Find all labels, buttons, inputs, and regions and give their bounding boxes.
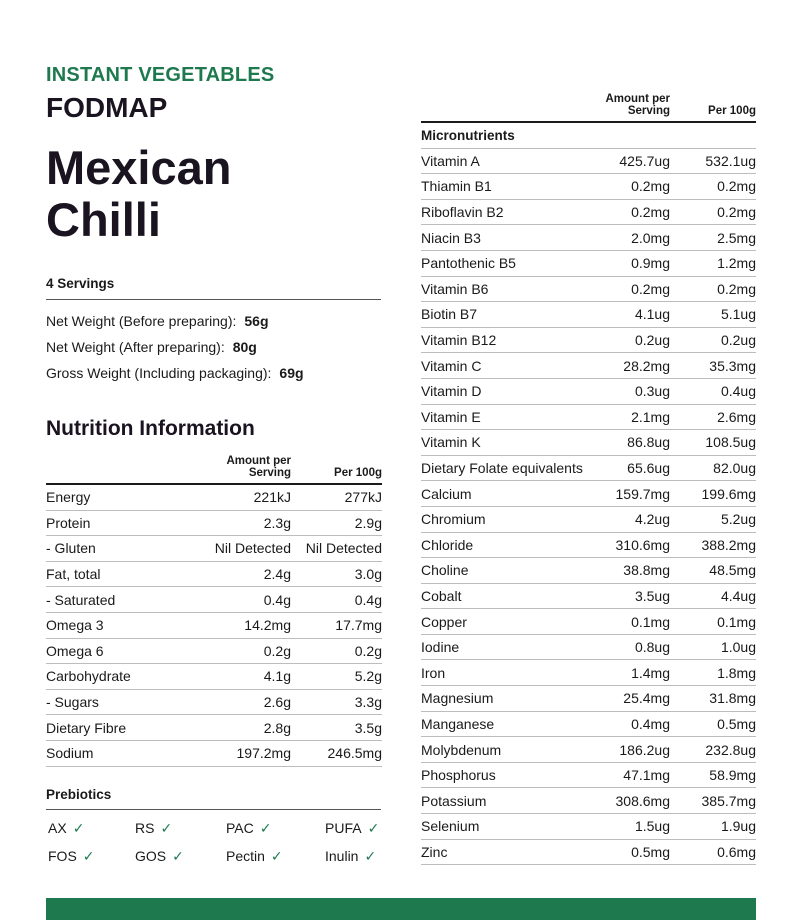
nutrient-name: Vitamin B6 bbox=[421, 276, 601, 302]
nutrient-name: Chromium bbox=[421, 506, 601, 532]
nutrient-name: Iodine bbox=[421, 634, 601, 660]
micronutrient-row bbox=[421, 481, 756, 507]
amount-per-100g: 3.0g bbox=[291, 561, 382, 587]
micronutrient-row bbox=[421, 353, 756, 379]
micronutrient-row bbox=[421, 455, 756, 481]
amount-per-100g: 199.6mg bbox=[670, 481, 756, 507]
nutrition-row bbox=[46, 715, 382, 741]
amount-per-100g: 246.5mg bbox=[291, 740, 382, 766]
nutrient-name: Potassium bbox=[421, 788, 601, 814]
amount-per-100g: 0.2mg bbox=[670, 174, 756, 200]
micronutrient-row bbox=[421, 404, 756, 430]
amount-per-serving: 47.1mg bbox=[601, 762, 670, 788]
nutrient-name: Selenium bbox=[421, 814, 601, 840]
prebiotic-item bbox=[48, 820, 84, 837]
amount-per-serving: 1.4mg bbox=[601, 660, 670, 686]
prebiotic-label: PUFA bbox=[325, 820, 362, 836]
prebiotics-title: Prebiotics bbox=[46, 787, 381, 810]
amount-per-100g: 58.9mg bbox=[670, 762, 756, 788]
amount-per-serving: 0.2ug bbox=[601, 327, 670, 353]
weight-label: Gross Weight (Including packaging): bbox=[46, 365, 272, 381]
micronutrient-row bbox=[421, 737, 756, 763]
nutrient-name: - Gluten bbox=[46, 536, 196, 562]
nutrient-name: Biotin B7 bbox=[421, 302, 601, 328]
nutrient-name: Vitamin D bbox=[421, 378, 601, 404]
amount-per-serving: Nil Detected bbox=[196, 536, 291, 562]
weight-row bbox=[46, 362, 304, 388]
amount-per-100g: 2.6mg bbox=[670, 404, 756, 430]
micronutrient-row bbox=[421, 430, 756, 456]
amount-per-100g: 4.4ug bbox=[670, 583, 756, 609]
amount-per-100g: 388.2mg bbox=[670, 532, 756, 558]
prebiotic-label: RS bbox=[135, 820, 155, 836]
amount-per-serving: 0.4g bbox=[196, 587, 291, 613]
nutrition-row bbox=[46, 561, 382, 587]
check-icon: ✓ bbox=[364, 848, 377, 864]
micronutrient-row bbox=[421, 814, 756, 840]
amount-per-100g: 0.4g bbox=[291, 587, 382, 613]
prebiotic-item bbox=[325, 820, 379, 837]
prebiotic-item bbox=[48, 848, 95, 865]
amount-per-100g: Nil Detected bbox=[291, 536, 382, 562]
weight-row bbox=[46, 310, 304, 336]
nutrient-name: Sodium bbox=[46, 740, 196, 766]
header-blank bbox=[46, 455, 196, 484]
amount-per-100g: 0.6mg bbox=[670, 839, 756, 865]
amount-per-100g: 232.8ug bbox=[670, 737, 756, 763]
nutrient-name: Dietary Fibre bbox=[46, 715, 196, 741]
nutrient-name: Thiamin B1 bbox=[421, 174, 601, 200]
amount-per-100g: 0.2g bbox=[291, 638, 382, 664]
micronutrient-row bbox=[421, 506, 756, 532]
amount-per-100g: 1.8mg bbox=[670, 660, 756, 686]
amount-per-100g: 0.2mg bbox=[670, 276, 756, 302]
micronutrient-row bbox=[421, 327, 756, 353]
amount-per-serving: 38.8mg bbox=[601, 558, 670, 584]
micronutrient-row bbox=[421, 378, 756, 404]
nutrient-name: Molybdenum bbox=[421, 737, 601, 763]
micronutrients-table bbox=[421, 93, 756, 865]
nutrient-name: Vitamin E bbox=[421, 404, 601, 430]
prebiotics-grid bbox=[46, 810, 381, 870]
amount-per-100g: 5.2ug bbox=[670, 506, 756, 532]
micronutrient-row bbox=[421, 686, 756, 712]
nutrient-name: Vitamin C bbox=[421, 353, 601, 379]
amount-per-serving: 25.4mg bbox=[601, 686, 670, 712]
product-name-line-2: Chilli bbox=[46, 193, 161, 246]
amount-per-100g: 0.4ug bbox=[670, 378, 756, 404]
header-serving: Amount per Serving bbox=[196, 455, 291, 484]
nutrition-row bbox=[46, 638, 382, 664]
check-icon: ✓ bbox=[367, 820, 380, 836]
amount-per-100g: 5.2g bbox=[291, 664, 382, 690]
nutrient-name: Fat, total bbox=[46, 561, 196, 587]
amount-per-serving: 2.4g bbox=[196, 561, 291, 587]
nutrient-name: Carbohydrate bbox=[46, 664, 196, 690]
micronutrient-row bbox=[421, 839, 756, 865]
header-serving: Amount per Serving bbox=[601, 93, 670, 122]
nutrition-row bbox=[46, 612, 382, 638]
nutrient-name: Magnesium bbox=[421, 686, 601, 712]
amount-per-serving: 0.2mg bbox=[601, 199, 670, 225]
prebiotic-label: GOS bbox=[135, 848, 167, 864]
amount-per-serving: 0.4mg bbox=[601, 711, 670, 737]
amount-per-serving: 186.2ug bbox=[601, 737, 670, 763]
nutrient-name: Energy bbox=[46, 484, 196, 510]
product-name-line-1: Mexican bbox=[46, 141, 232, 194]
amount-per-serving: 0.2mg bbox=[601, 276, 670, 302]
weight-label: Net Weight (After preparing): bbox=[46, 339, 225, 355]
amount-per-serving: 3.5ug bbox=[601, 583, 670, 609]
prebiotic-label: AX bbox=[48, 820, 67, 836]
prebiotic-label: PAC bbox=[226, 820, 254, 836]
amount-per-serving: 4.2ug bbox=[601, 506, 670, 532]
check-icon: ✓ bbox=[270, 848, 283, 864]
nutrient-name: Vitamin A bbox=[421, 148, 601, 174]
micronutrient-row bbox=[421, 711, 756, 737]
weight-value: 80g bbox=[232, 339, 257, 355]
nutrient-name: Copper bbox=[421, 609, 601, 635]
micro-header-row bbox=[421, 93, 756, 122]
product-name bbox=[46, 142, 231, 246]
amount-per-serving: 0.5mg bbox=[601, 839, 670, 865]
amount-per-100g: 3.5g bbox=[291, 715, 382, 741]
amount-per-serving: 425.7ug bbox=[601, 148, 670, 174]
amount-per-serving: 4.1g bbox=[196, 664, 291, 690]
micronutrient-row bbox=[421, 174, 756, 200]
micronutrient-row bbox=[421, 250, 756, 276]
amount-per-serving: 308.6mg bbox=[601, 788, 670, 814]
header-blank bbox=[421, 93, 601, 122]
amount-per-100g: 0.2mg bbox=[670, 199, 756, 225]
nutrient-name: Pantothenic B5 bbox=[421, 250, 601, 276]
amount-per-serving: 0.2mg bbox=[601, 174, 670, 200]
micronutrient-row bbox=[421, 199, 756, 225]
amount-per-serving: 2.8g bbox=[196, 715, 291, 741]
amount-per-100g: 48.5mg bbox=[670, 558, 756, 584]
micronutrient-row bbox=[421, 302, 756, 328]
nutrient-name: - Saturated bbox=[46, 587, 196, 613]
amount-per-serving: 2.1mg bbox=[601, 404, 670, 430]
nutrient-name: Zinc bbox=[421, 839, 601, 865]
header-per100: Per 100g bbox=[291, 455, 382, 484]
nutrition-title: Nutrition Information bbox=[46, 417, 255, 440]
nutrient-name: Vitamin K bbox=[421, 430, 601, 456]
nutrient-name: Iron bbox=[421, 660, 601, 686]
amount-per-serving: 197.2mg bbox=[196, 740, 291, 766]
amount-per-serving: 2.3g bbox=[196, 510, 291, 536]
amount-per-100g: 2.5mg bbox=[670, 225, 756, 251]
nutrient-name: Choline bbox=[421, 558, 601, 584]
nutrition-row bbox=[46, 536, 382, 562]
amount-per-serving: 0.8ug bbox=[601, 634, 670, 660]
nutrient-name: Phosphorus bbox=[421, 762, 601, 788]
micronutrient-row bbox=[421, 609, 756, 635]
amount-per-100g: 2.9g bbox=[291, 510, 382, 536]
check-icon: ✓ bbox=[72, 820, 85, 836]
nutrient-name: Dietary Folate equivalents bbox=[421, 455, 601, 481]
nutrition-row bbox=[46, 587, 382, 613]
amount-per-serving: 1.5ug bbox=[601, 814, 670, 840]
micronutrient-row bbox=[421, 225, 756, 251]
amount-per-serving: 65.6ug bbox=[601, 455, 670, 481]
nutrient-name: Chloride bbox=[421, 532, 601, 558]
amount-per-serving: 0.1mg bbox=[601, 609, 670, 635]
check-icon: ✓ bbox=[82, 848, 95, 864]
check-icon: ✓ bbox=[160, 820, 173, 836]
nutrition-table bbox=[46, 455, 382, 767]
amount-per-100g: 1.9ug bbox=[670, 814, 756, 840]
amount-per-100g: 1.2mg bbox=[670, 250, 756, 276]
prebiotic-item bbox=[135, 820, 172, 837]
amount-per-100g: 1.0ug bbox=[670, 634, 756, 660]
header-per100: Per 100g bbox=[670, 93, 756, 122]
amount-per-100g: 532.1ug bbox=[670, 148, 756, 174]
prebiotic-item bbox=[325, 848, 376, 865]
amount-per-serving: 0.9mg bbox=[601, 250, 670, 276]
check-icon: ✓ bbox=[172, 848, 184, 864]
nutrition-header-row bbox=[46, 455, 382, 484]
amount-per-100g: 3.3g bbox=[291, 689, 382, 715]
weight-value: 69g bbox=[279, 365, 304, 381]
check-icon: ✓ bbox=[259, 820, 272, 836]
nutrient-name: Calcium bbox=[421, 481, 601, 507]
nutrient-name: Cobalt bbox=[421, 583, 601, 609]
prebiotic-label: FOS bbox=[48, 848, 77, 864]
nutrient-name: Vitamin B12 bbox=[421, 327, 601, 353]
micronutrient-row bbox=[421, 788, 756, 814]
amount-per-serving: 0.3ug bbox=[601, 378, 670, 404]
weight-value: 56g bbox=[244, 313, 269, 329]
brand-label: INSTANT VEGETABLES bbox=[46, 64, 275, 86]
nutrition-row bbox=[46, 664, 382, 690]
prebiotics-section bbox=[46, 787, 381, 870]
micro-section-label: Micronutrients bbox=[421, 122, 756, 148]
amount-per-100g: 385.7mg bbox=[670, 788, 756, 814]
micronutrient-row bbox=[421, 276, 756, 302]
micronutrient-row bbox=[421, 634, 756, 660]
product-line: FODMAP bbox=[46, 92, 168, 123]
weights-list bbox=[46, 310, 304, 388]
amount-per-serving: 28.2mg bbox=[601, 353, 670, 379]
amount-per-100g: 31.8mg bbox=[670, 686, 756, 712]
amount-per-100g: 17.7mg bbox=[291, 612, 382, 638]
amount-per-serving: 4.1ug bbox=[601, 302, 670, 328]
weight-label: Net Weight (Before preparing): bbox=[46, 313, 237, 329]
amount-per-serving: 310.6mg bbox=[601, 532, 670, 558]
micro-section-row bbox=[421, 122, 756, 148]
nutrition-row bbox=[46, 484, 382, 510]
amount-per-100g: 35.3mg bbox=[670, 353, 756, 379]
amount-per-serving: 221kJ bbox=[196, 484, 291, 510]
amount-per-serving: 159.7mg bbox=[601, 481, 670, 507]
amount-per-100g: 0.5mg bbox=[670, 711, 756, 737]
amount-per-100g: 0.1mg bbox=[670, 609, 756, 635]
servings-count: 4 Servings bbox=[46, 276, 381, 300]
nutrient-name: - Sugars bbox=[46, 689, 196, 715]
micronutrient-row bbox=[421, 148, 756, 174]
micronutrient-row bbox=[421, 583, 756, 609]
amount-per-100g: 82.0ug bbox=[670, 455, 756, 481]
prebiotic-label: Inulin bbox=[325, 848, 359, 864]
prebiotic-item bbox=[135, 848, 184, 865]
prebiotic-item bbox=[226, 848, 283, 865]
nutrient-name: Manganese bbox=[421, 711, 601, 737]
prebiotic-label: Pectin bbox=[226, 848, 265, 864]
nutrient-name: Protein bbox=[46, 510, 196, 536]
micronutrient-row bbox=[421, 532, 756, 558]
nutrient-name: Niacin B3 bbox=[421, 225, 601, 251]
amount-per-serving: 14.2mg bbox=[196, 612, 291, 638]
amount-per-serving: 2.0mg bbox=[601, 225, 670, 251]
nutrition-row bbox=[46, 740, 382, 766]
nutrition-row bbox=[46, 510, 382, 536]
micronutrient-row bbox=[421, 762, 756, 788]
footer-bar bbox=[46, 898, 756, 920]
amount-per-100g: 108.5ug bbox=[670, 430, 756, 456]
amount-per-100g: 5.1ug bbox=[670, 302, 756, 328]
amount-per-100g: 277kJ bbox=[291, 484, 382, 510]
micronutrient-row bbox=[421, 660, 756, 686]
amount-per-serving: 2.6g bbox=[196, 689, 291, 715]
amount-per-100g: 0.2ug bbox=[670, 327, 756, 353]
nutrition-row bbox=[46, 689, 382, 715]
nutrient-name: Omega 3 bbox=[46, 612, 196, 638]
prebiotic-item bbox=[226, 820, 271, 837]
amount-per-serving: 86.8ug bbox=[601, 430, 670, 456]
amount-per-serving: 0.2g bbox=[196, 638, 291, 664]
nutrient-name: Omega 6 bbox=[46, 638, 196, 664]
micronutrient-row bbox=[421, 558, 756, 584]
weight-row bbox=[46, 336, 304, 362]
nutrient-name: Riboflavin B2 bbox=[421, 199, 601, 225]
